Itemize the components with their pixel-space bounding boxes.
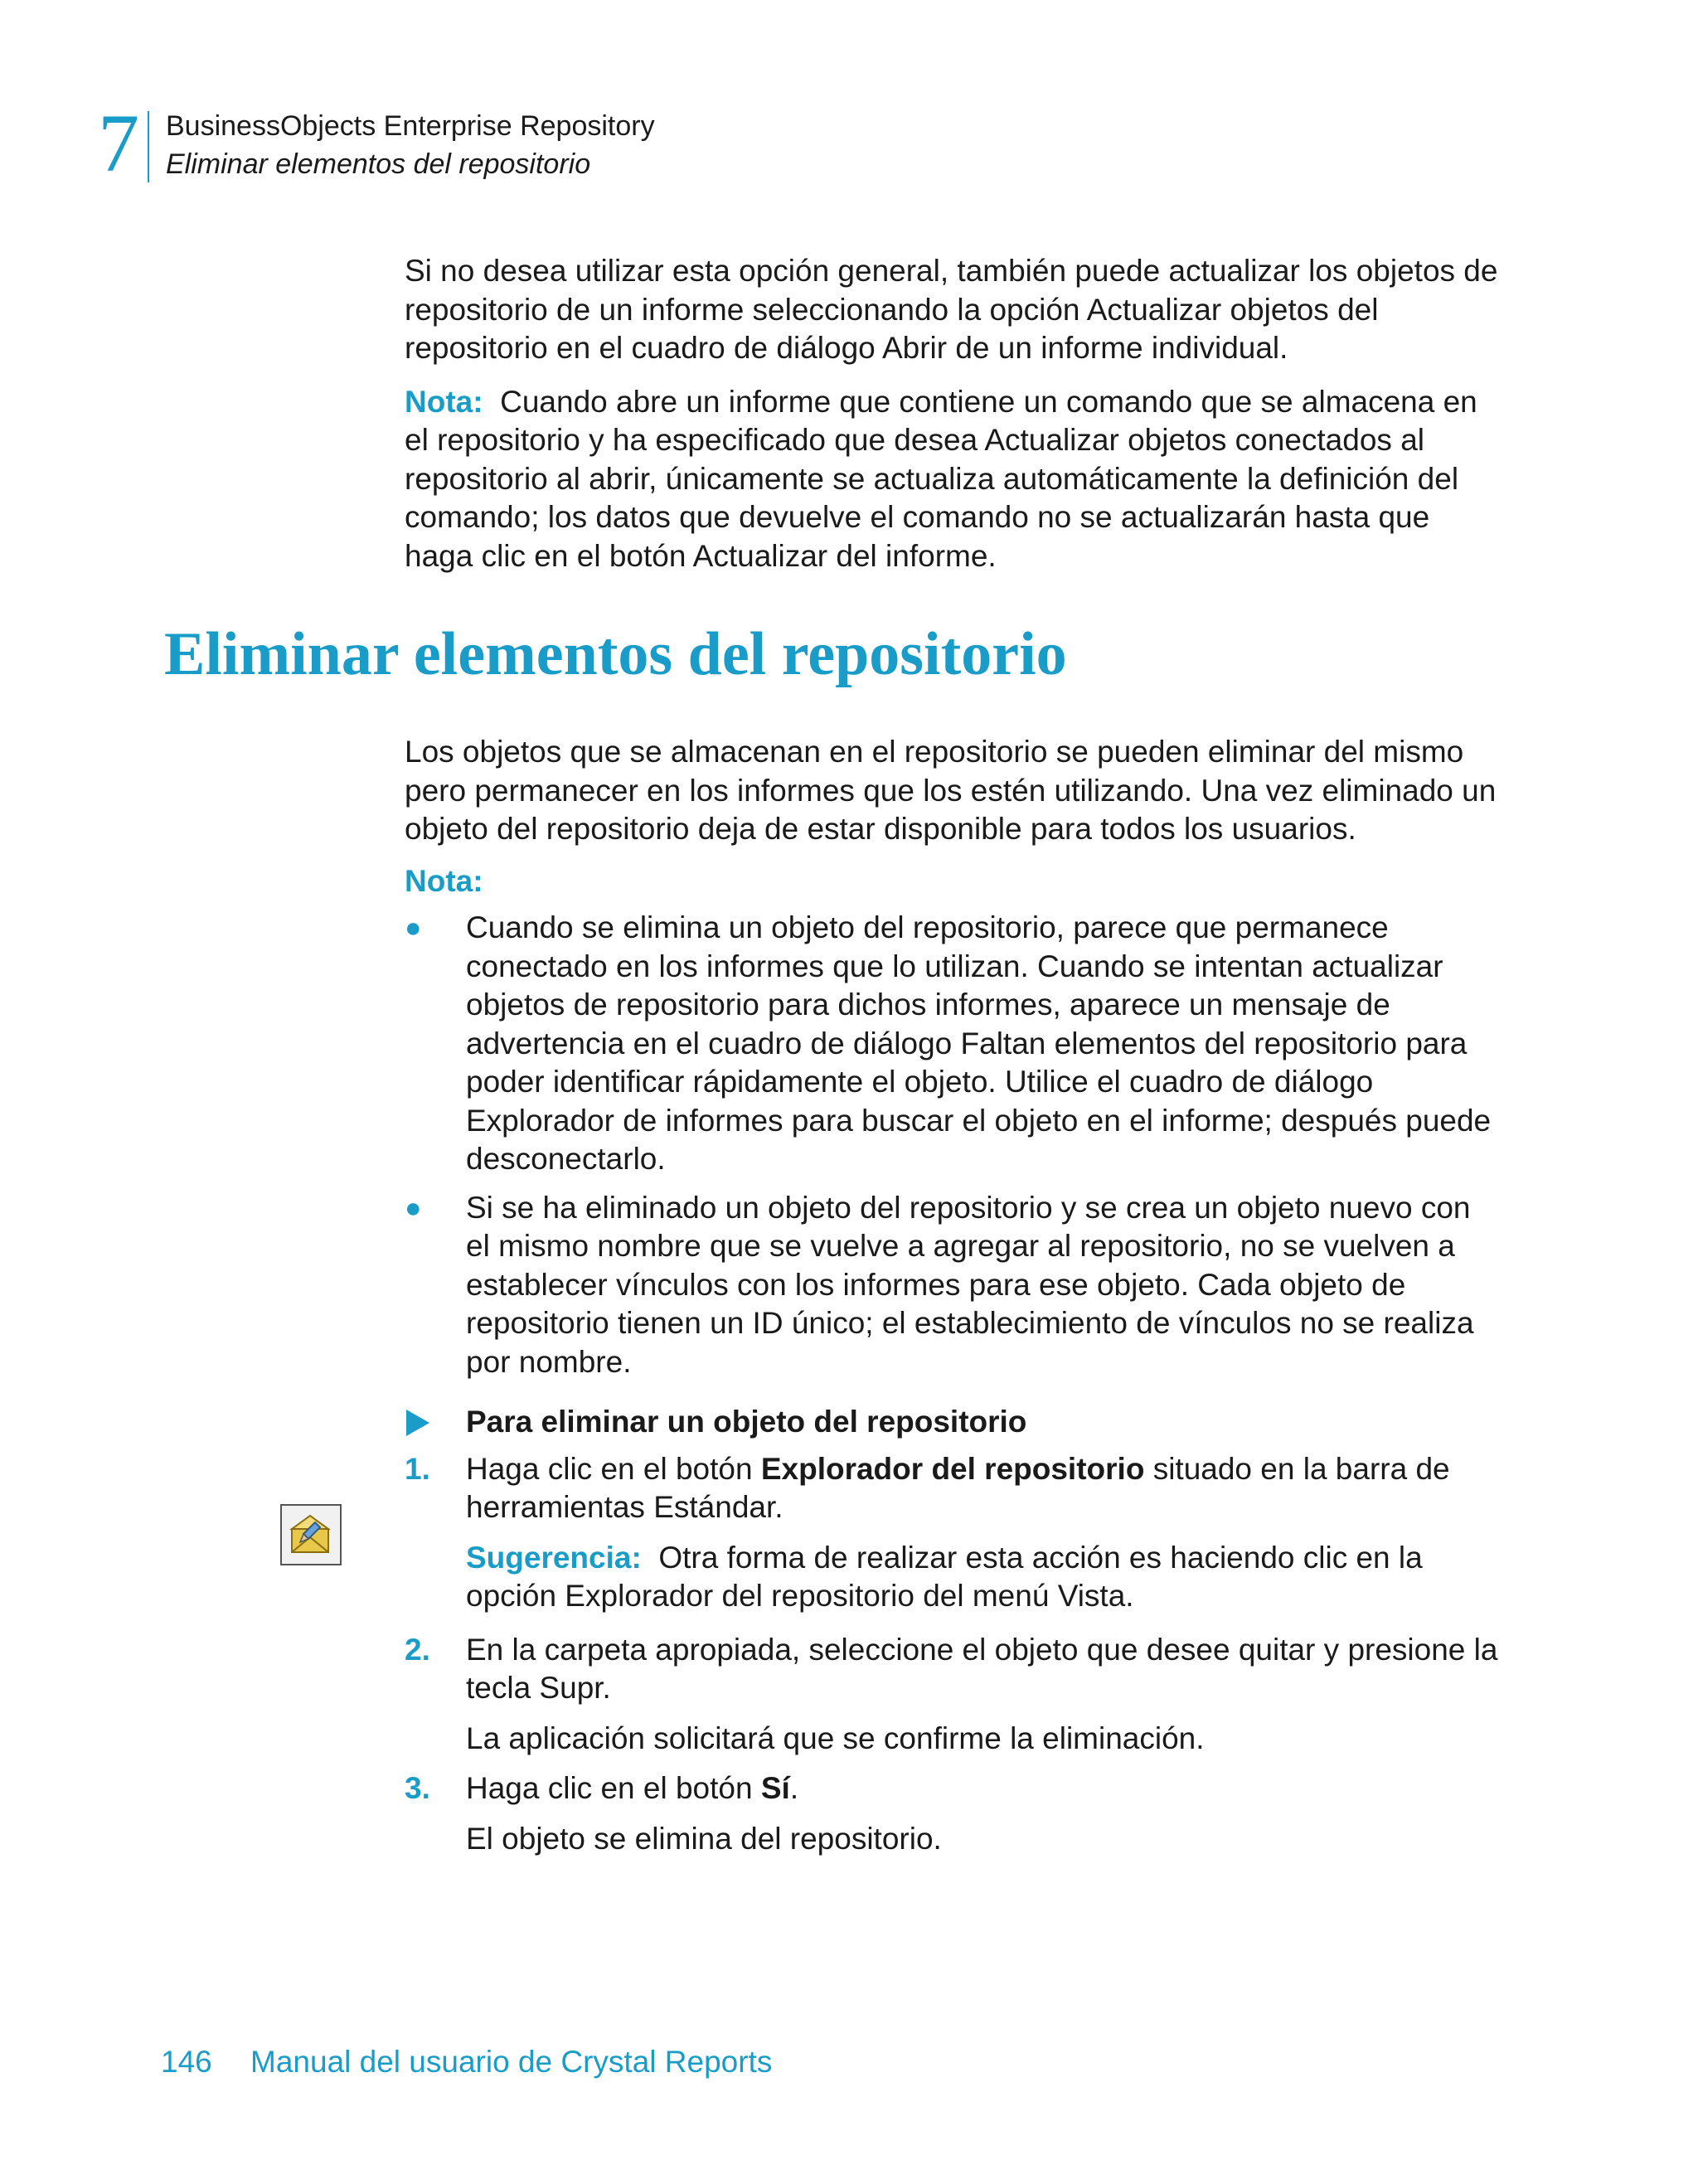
- step-text: .: [789, 1771, 799, 1805]
- bullet-text: Cuando se elimina un objeto del repositorio, parece que permanece conectado en los informes que lo utilizan. Cuando se intentan actualizar objetos de repositorio para dichos informes, aparece un mensaje de advertencia en el cuadro de diálogo Faltan elementos del repositorio para poder identificar rápidamente el objeto. Utilice el cuadro de diálogo Explorador de informes para buscar el objeto en el informe; después puede desconectarlo.: [466, 910, 1492, 1176]
- step-result: La aplicación solicitará que se confirme la eliminación.: [466, 1721, 1205, 1755]
- play-arrow-icon: [406, 1410, 429, 1436]
- page-number: 146: [161, 2045, 212, 2079]
- step-text: En la carpeta apropiada, seleccione el objeto que desee quitar y presione la tecla Supr.: [466, 1632, 1498, 1705]
- bullet-icon: ●: [405, 1191, 422, 1224]
- step-text: situado en la barra de herramientas Estándar.: [466, 1451, 1450, 1524]
- step-1: [405, 1450, 1499, 1527]
- step-number: 1.: [405, 1451, 430, 1486]
- section-note-label: Nota:: [405, 863, 483, 898]
- step-ui-term: Sí: [760, 1771, 790, 1805]
- header-divider: [148, 111, 149, 182]
- book-title: Manual del usuario de Crystal Reports: [250, 2045, 773, 2079]
- chapter-number: 7: [98, 97, 139, 189]
- procedure-title-text: Para eliminar un objeto del repositorio: [466, 1405, 1027, 1439]
- repository-explorer-icon: [280, 1504, 342, 1565]
- intro-note: [405, 383, 1499, 576]
- note-text: Cuando abre un informe que contiene un comando que se almacena en el repositorio y ha especificado que desea Actualizar objetos conectados al repositorio al abrir, únicamente se actualiza automáticamente la definición del comando; los datos que devuelve el comando no se actualizarán hasta que haga clic en el botón Actualizar del informe.: [405, 384, 1477, 573]
- repository-explorer-icon-graphic: [282, 1506, 340, 1564]
- procedure-title: [405, 1403, 1499, 1442]
- step-number: 3.: [405, 1771, 430, 1805]
- step-text: Haga clic en el botón: [466, 1451, 761, 1486]
- step-2: [405, 1631, 1499, 1708]
- step-text: Haga clic en el botón: [466, 1771, 761, 1805]
- section-paragraph: Los objetos que se almacenan en el repositorio se pueden eliminar del mismo pero permanecer en los informes que los estén utilizando. Una vez eliminado un objeto del repositorio deja de estar disponible para todos los usuarios.: [405, 735, 1497, 846]
- intro-paragraph: Si no desea utilizar esta opción general, también puede actualizar los objetos de repositorio de un informe seleccionando la opción Actualizar objetos del repositorio en el cuadro de diálogo Abrir de un informe individual.: [405, 254, 1498, 365]
- tip: [405, 1539, 1499, 1616]
- page-footer: [161, 2045, 772, 2080]
- step-result: El objeto se elimina del repositorio.: [466, 1821, 942, 1856]
- intro-block: [405, 252, 1499, 575]
- step-ui-term: Explorador del repositorio: [760, 1451, 1145, 1486]
- step-number: 2.: [405, 1632, 430, 1667]
- header-title: BusinessObjects Enterprise Repository: [166, 110, 655, 142]
- tip-text: Otra forma de realizar esta acción es haciendo clic en la opción Explorador del repositorio del menú Vista.: [466, 1540, 1423, 1613]
- section-body: [405, 733, 1499, 1858]
- bullet-text: Si se ha eliminado un objeto del repositorio y se crea un objeto nuevo con el mismo nombre que se vuelve a agregar al repositorio, no se vuelven a establecer vínculos con los informes para ese objeto. Cada objeto de repositorio tienen un ID único; el establecimiento de vínculos no se realiza por nombre.: [466, 1190, 1474, 1379]
- tip-label: Sugerencia:: [466, 1540, 642, 1575]
- list-item: [405, 1189, 1499, 1382]
- bullet-icon: ●: [405, 912, 422, 944]
- note-label: Nota:: [405, 384, 483, 419]
- step-3: [405, 1769, 1499, 1808]
- list-item: [405, 909, 1499, 1179]
- section-heading: Eliminar elementos del repositorio: [164, 620, 1067, 688]
- header-subtitle: Eliminar elementos del repositorio: [166, 148, 591, 180]
